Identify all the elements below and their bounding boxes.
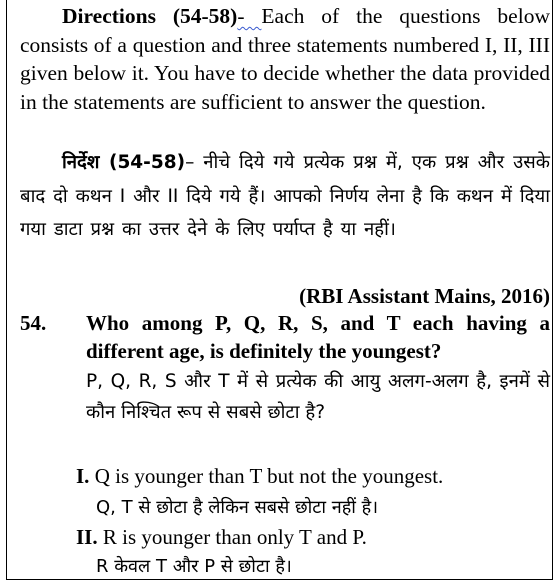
directions-paragraph	[20, 2, 550, 116]
directions-text: Each of the questions below consists of a question and three statements numbered I, II, III given below it. You have to decide whether the data provided in the statements are sufficient to answer the question.	[20, 4, 550, 114]
statement-1-label: I.	[76, 464, 90, 488]
statement-2-text-en: R is younger than only T and P.	[97, 525, 367, 549]
statement-1	[76, 462, 443, 490]
exam-source: (RBI Assistant Mains, 2016)	[299, 284, 550, 308]
statement-1-text-en: Q is younger than T but not the youngest.	[89, 464, 444, 488]
question-text-hi: P, Q, R, S और T में से प्रत्येक की आयु अलग-अलग है, इनमें से कौन निश्चित रूप से सबसे छोटा है?	[86, 371, 550, 423]
statement-2-text-hi: R केवल T और P से छोटा है।	[96, 556, 292, 577]
directions-heading: Directions (54-58)	[62, 4, 238, 28]
nirdesh-text: नीचे दिये गये प्रत्येक प्रश्न में, एक प्रश्न और उसके बाद दो कथन I और II दिये गये हैं। आपको निर्णय लेना है कि कथन में दिया गया डाटा प्रश्न का उत्तर देने के लिए पर्याप्त है या नहीं।	[20, 152, 550, 240]
nirdesh-dash: –	[185, 152, 204, 173]
nirdesh-paragraph	[20, 146, 550, 247]
statement-2-label: II.	[76, 525, 98, 549]
question-number: 54.	[20, 311, 47, 335]
directions-dash: -	[237, 4, 262, 28]
statement-1-text-hi: Q, T से छोटा है लेकिन सबसे छोटा नहीं है।	[96, 497, 379, 518]
nirdesh-heading: निर्देश (54-58)	[62, 152, 186, 173]
question-text-en: Who among P, Q, R, S, and T each having a different age, is definitely the youngest?	[86, 311, 550, 363]
statement-2	[76, 523, 367, 551]
